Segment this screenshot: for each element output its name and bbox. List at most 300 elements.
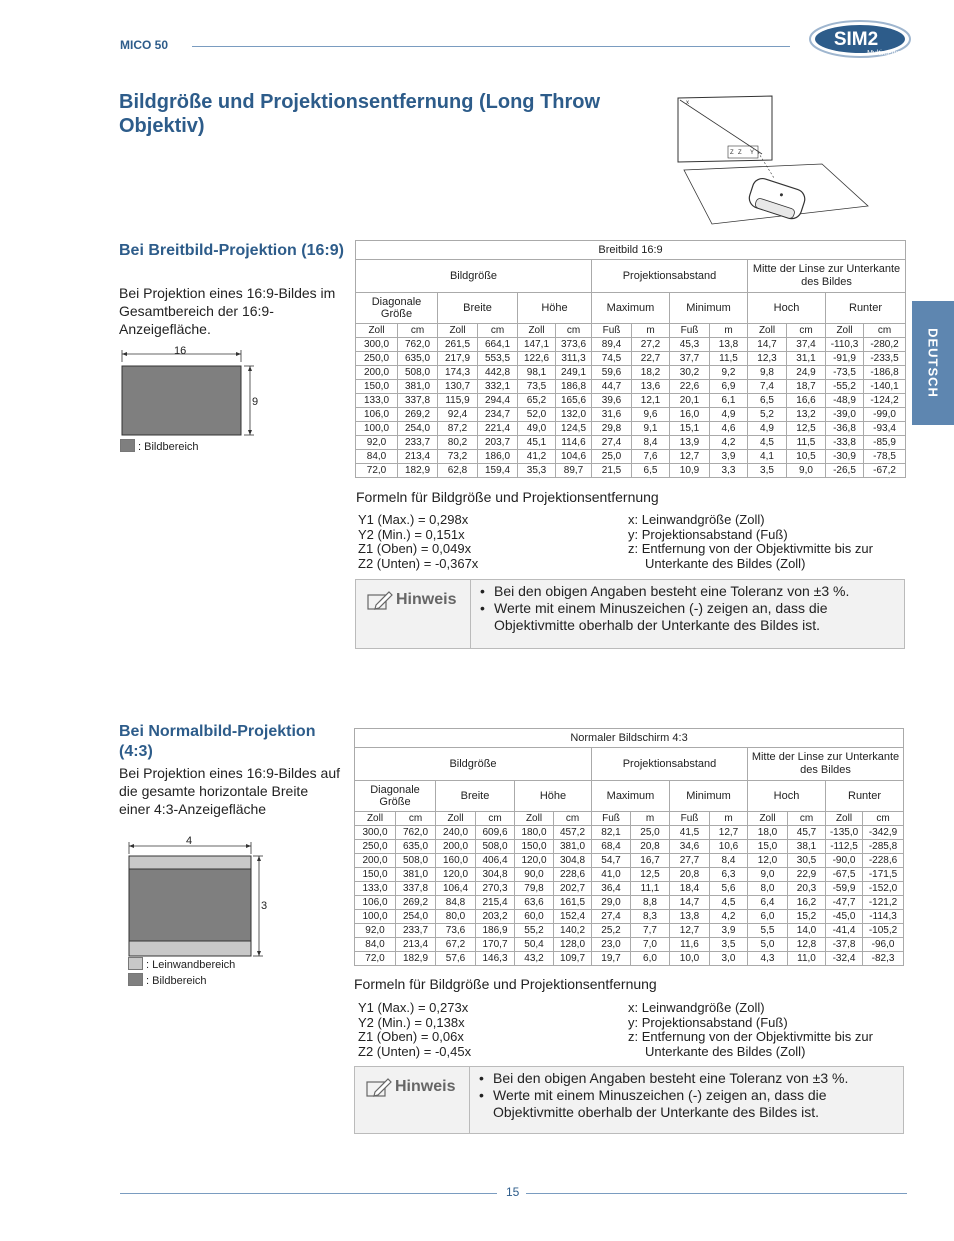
table-cell: 130,7: [438, 380, 478, 394]
table-cell: 9,2: [710, 366, 748, 380]
unit-cell: m: [710, 324, 748, 338]
table-cell: 87,2: [438, 422, 478, 436]
table-cell: 311,3: [556, 352, 592, 366]
table-cell: 67,2: [436, 938, 476, 952]
table-cell: 442,8: [478, 366, 518, 380]
table-cell: 213,4: [396, 938, 436, 952]
table-cell: 8,3: [631, 910, 670, 924]
table-cell: 18,0: [748, 826, 788, 840]
table-cell: 45,7: [788, 826, 826, 840]
table-cell: 84,8: [436, 896, 476, 910]
formula-line: Z2 (Unten) = -0,367x: [358, 555, 479, 571]
section2-formula-title: Formeln für Bildgröße und Projektionsentfernung: [354, 976, 657, 992]
table-row: [356, 352, 906, 366]
table-cell: -78,5: [864, 450, 906, 464]
table-cell: 381,0: [398, 380, 438, 394]
table-cell: 3,5: [748, 464, 787, 478]
table-cell: 104,6: [556, 450, 592, 464]
table-cell: 11,6: [670, 938, 710, 952]
table-cell: 63,6: [515, 896, 554, 910]
table-cell: -112,5: [826, 840, 863, 854]
sketch-label-x: x: [686, 100, 689, 106]
table-cell: 304,8: [554, 854, 592, 868]
table-cell: 84,0: [355, 938, 396, 952]
table-cell: 300,0: [356, 338, 398, 352]
sub-breite: Breite: [436, 781, 515, 812]
table-cell: 6,4: [748, 896, 788, 910]
section1-aspect-diagram: [118, 344, 268, 456]
table-row: [355, 896, 904, 910]
table-cell: -67,2: [864, 464, 906, 478]
unit-cell: cm: [398, 324, 438, 338]
table-cell: 72,0: [355, 952, 396, 966]
section1-note-box: [355, 579, 905, 649]
table-cell: -55,2: [826, 380, 864, 394]
table-cell: 10,9: [670, 464, 710, 478]
table-cell: 182,9: [396, 952, 436, 966]
table-cell: 762,0: [398, 338, 438, 352]
group-bildgroesse: Bildgröße: [356, 260, 592, 293]
table-cell: 270,3: [476, 882, 515, 896]
table-cell: 165,6: [556, 394, 592, 408]
table-cell: 12,0: [748, 854, 788, 868]
table-cell: 22,9: [788, 868, 826, 882]
table-cell: 29,8: [592, 422, 632, 436]
section1-formula-title: Formeln für Bildgröße und Projektionsentfernung: [356, 489, 659, 505]
table-cell: 9,0: [748, 868, 788, 882]
table-cell: 5,6: [710, 882, 748, 896]
table-cell: 21,5: [592, 464, 632, 478]
table-cell: 174,3: [438, 366, 478, 380]
table-cell: 6,9: [710, 380, 748, 394]
table-cell: 18,2: [632, 366, 670, 380]
table-cell: 7,6: [632, 450, 670, 464]
table-cell: 6,5: [632, 464, 670, 478]
table-cell: 16,7: [631, 854, 670, 868]
table-cell: 30,2: [670, 366, 710, 380]
table-cell: 36,4: [592, 882, 631, 896]
table-cell: 55,2: [515, 924, 554, 938]
table-cell: 54,7: [592, 854, 631, 868]
table-cell: 250,0: [355, 840, 396, 854]
unit-cell: Zoll: [355, 812, 396, 826]
unit-cell: Zoll: [826, 324, 864, 338]
table-cell: -91,9: [826, 352, 864, 366]
footer-rule-left: [120, 1193, 497, 1194]
table-cell: 80,0: [436, 910, 476, 924]
sub-minimum: Minimum: [670, 781, 748, 812]
table-unit-row: [355, 812, 904, 826]
table-cell: 261,5: [438, 338, 478, 352]
table-cell: 200,0: [356, 366, 398, 380]
table-cell: 8,4: [632, 436, 670, 450]
table-cell: 9,6: [632, 408, 670, 422]
note-label: Hinweis: [396, 591, 457, 608]
table-cell: 10,6: [710, 840, 748, 854]
table-cell: 114,6: [556, 436, 592, 450]
table-cell: 13,8: [670, 910, 710, 924]
table-cell: 217,9: [438, 352, 478, 366]
sub-hoehe: Höhe: [518, 293, 592, 324]
formula-line: Z1 (Oben) = 0,049x: [358, 541, 472, 556]
sub-hoch: Hoch: [748, 781, 826, 812]
note-label-cell: [355, 1067, 470, 1133]
note-label: Hinweis: [395, 1078, 456, 1095]
table-cell: 10,5: [787, 450, 826, 464]
table-cell: 12,5: [631, 868, 670, 882]
section2-description: Bei Projektion eines 16:9-Bildes auf die gesamte horizontale Breite einer 4:3-Anzeigefläche: [119, 765, 341, 817]
table-cell: 12,8: [788, 938, 826, 952]
legend-swatch-image: [120, 439, 135, 452]
formula-line: Y1 (Max.) = 0,273x: [358, 1000, 469, 1015]
table-cell: 13,2: [787, 408, 826, 422]
table-cell: -171,5: [863, 868, 904, 882]
table-cell: 22,7: [632, 352, 670, 366]
table-cell: -93,4: [864, 422, 906, 436]
table-cell: 92,0: [356, 436, 398, 450]
table-cell: 35,3: [518, 464, 556, 478]
table-cell: 39,6: [592, 394, 632, 408]
table-cell: 373,6: [556, 338, 592, 352]
table-cell: 508,0: [396, 854, 436, 868]
table-cell: 92,0: [355, 924, 396, 938]
sketch-label-y: Y: [750, 150, 755, 156]
table-row: [356, 380, 906, 394]
section1-height-label: 9: [252, 396, 259, 408]
sub-maximum: Maximum: [592, 293, 670, 324]
table-cell: -114,3: [863, 910, 904, 924]
table-cell: 73,6: [436, 924, 476, 938]
formula-line: Y1 (Max.) = 0,298x: [358, 512, 469, 527]
section1-width-label: 16: [174, 345, 187, 357]
formula-line: Z1 (Oben) = 0,06x: [358, 1029, 464, 1044]
table-cell: -39,0: [826, 408, 864, 422]
table-cell: 109,7: [554, 952, 592, 966]
table-cell: 4,5: [710, 896, 748, 910]
unit-cell: Zoll: [748, 324, 787, 338]
legend-label: : Bildbereich: [138, 441, 199, 453]
unit-cell: Zoll: [748, 812, 788, 826]
table-cell: 337,8: [398, 394, 438, 408]
table-cell: 22,6: [670, 380, 710, 394]
unit-cell: Zoll: [826, 812, 863, 826]
formula-line: z: Entfernung von der Objektivmitte bis zur: [628, 1029, 873, 1044]
table-cell: 84,0: [356, 450, 398, 464]
table-cell: 90,0: [515, 868, 554, 882]
table-cell: 4,2: [710, 910, 748, 924]
table-cell: 72,0: [356, 464, 398, 478]
table-cell: 4,9: [748, 422, 787, 436]
note-item: • Werte mit einem Minuszeichen (-) zeigen an, dass die Objektivmitte oberhalb der Unterkante des Bildes ist.: [477, 1087, 897, 1121]
table-cell: -48,9: [826, 394, 864, 408]
table-cell: 25,0: [631, 826, 670, 840]
pencil-icon: [366, 589, 394, 613]
table-cell: 15,0: [748, 840, 788, 854]
table-cell: 79,8: [515, 882, 554, 896]
table-cell: 12,1: [632, 394, 670, 408]
table-cell: 12,7: [710, 826, 748, 840]
table-cell: 38,1: [788, 840, 826, 854]
table-cell: 254,0: [396, 910, 436, 924]
table-cell: 150,0: [515, 840, 554, 854]
table-cell: 4,1: [748, 450, 787, 464]
table-cell: -47,7: [826, 896, 863, 910]
table-cell: 65,2: [518, 394, 556, 408]
table-cell: 24,9: [787, 366, 826, 380]
table-cell: 41,0: [592, 868, 631, 882]
table-cell: 234,7: [478, 408, 518, 422]
table-cell: 37,4: [787, 338, 826, 352]
table-cell: -342,9: [863, 826, 904, 840]
table-cell: 3,9: [710, 450, 748, 464]
note-item: • Bei den obigen Angaben besteht eine Toleranz von ±3 %.: [478, 583, 898, 600]
table-cell: 68,4: [592, 840, 631, 854]
table-caption: Normaler Bildschirm 4:3: [355, 729, 904, 748]
table-cell: 9,1: [632, 422, 670, 436]
table-cell: -36,8: [826, 422, 864, 436]
formula-line: Z2 (Unten) = -0,45x: [358, 1043, 472, 1059]
formula-line: z: Entfernung von der Objektivmitte bis zur: [628, 541, 873, 556]
table-cell: 269,2: [396, 896, 436, 910]
formula-line: x: Leinwandgröße (Zoll): [628, 1000, 765, 1015]
table-cell: 11,0: [788, 952, 826, 966]
table-cell: 170,7: [476, 938, 515, 952]
table-cell: 45,3: [670, 338, 710, 352]
table-cell: -110,3: [826, 338, 864, 352]
note-list: [478, 583, 898, 634]
group-linsenmitte: Mitte der Linse zur Unterkante des Bildes: [748, 748, 904, 781]
table-cell: 508,0: [398, 366, 438, 380]
table-row: [356, 408, 906, 422]
table-cell: 120,0: [436, 868, 476, 882]
unit-cell: Zoll: [515, 812, 554, 826]
table-cell: -186,8: [864, 366, 906, 380]
table-cell: 664,1: [478, 338, 518, 352]
note-label-cell: [356, 580, 471, 648]
table-cell: -41,4: [826, 924, 863, 938]
formula-line: x: Leinwandgröße (Zoll): [628, 512, 765, 527]
table-row: [355, 882, 904, 896]
table-cell: 8,0: [748, 882, 788, 896]
table-cell: 150,0: [356, 380, 398, 394]
unit-cell: cm: [787, 324, 826, 338]
table-cell: 337,8: [396, 882, 436, 896]
formula-line: Y2 (Min.) = 0,138x: [358, 1014, 465, 1030]
table-cell: 4,6: [710, 422, 748, 436]
table-cell: 7,7: [631, 924, 670, 938]
table-unit-row: [356, 324, 906, 338]
table-cell: 233,7: [396, 924, 436, 938]
table-cell: 122,6: [518, 352, 556, 366]
table-cell: 82,1: [592, 826, 631, 840]
table-cell: 27,4: [592, 910, 631, 924]
table-cell: 228,6: [554, 868, 592, 882]
table-cell: 25,0: [592, 450, 632, 464]
table-cell: 20,1: [670, 394, 710, 408]
table-cell: 161,5: [554, 896, 592, 910]
table-cell: 106,0: [355, 896, 396, 910]
table-cell: 15,2: [788, 910, 826, 924]
sub-runter: Runter: [826, 293, 906, 324]
unit-cell: m: [631, 812, 670, 826]
footer-rule-right: [526, 1193, 907, 1194]
table-cell: 12,7: [670, 450, 710, 464]
unit-cell: cm: [863, 812, 904, 826]
table-row: [355, 826, 904, 840]
table-cell: 3,5: [710, 938, 748, 952]
table-cell: 140,2: [554, 924, 592, 938]
table-cell: 9,0: [787, 464, 826, 478]
table-row: [355, 924, 904, 938]
table-cell: -135,0: [826, 826, 863, 840]
table-cell: 60,0: [515, 910, 554, 924]
table-cell: 150,0: [355, 868, 396, 882]
table-cell: 6,1: [710, 394, 748, 408]
table-cell: 381,0: [554, 840, 592, 854]
table-cell: 100,0: [356, 422, 398, 436]
unit-cell: Zoll: [438, 324, 478, 338]
formula-line: y: Projektionsabstand (Fuß): [628, 1014, 788, 1030]
projection-sketch: [672, 94, 912, 226]
table-cell: -99,0: [864, 408, 906, 422]
brand-logo: [808, 18, 912, 60]
table-cell: 635,0: [396, 840, 436, 854]
language-tab: [912, 301, 954, 425]
table-cell: 37,7: [670, 352, 710, 366]
table-row: [355, 868, 904, 882]
table-cell: 19,7: [592, 952, 631, 966]
table-cell: 200,0: [436, 840, 476, 854]
table-cell: 98,1: [518, 366, 556, 380]
table-cell: -32,4: [826, 952, 863, 966]
table-cell: 152,4: [554, 910, 592, 924]
section1-data-table: [355, 240, 906, 478]
table-cell: 133,0: [355, 882, 396, 896]
section2-data-table: [354, 728, 904, 966]
table-cell: 13,6: [632, 380, 670, 394]
note-list: [477, 1070, 897, 1121]
page-title: Bildgröße und Projektionsentfernung (Long Throw Objektiv): [119, 91, 601, 137]
table-cell: 12,3: [748, 352, 787, 366]
section1-legend-image: [120, 439, 199, 453]
table-cell: 133,0: [356, 394, 398, 408]
table-cell: 186,9: [476, 924, 515, 938]
table-cell: -26,5: [826, 464, 864, 478]
table-cell: 27,7: [670, 854, 710, 868]
table-cell: 300,0: [355, 826, 396, 840]
table-cell: 6,5: [748, 394, 787, 408]
table-cell: 635,0: [398, 352, 438, 366]
group-linsenmitte: Mitte der Linse zur Unterkante des Bildes: [748, 260, 906, 293]
table-cell: 4,9: [710, 408, 748, 422]
table-cell: 6,0: [748, 910, 788, 924]
table-cell: 73,2: [438, 450, 478, 464]
unit-cell: cm: [478, 324, 518, 338]
table-cell: 124,5: [556, 422, 592, 436]
table-cell: 15,1: [670, 422, 710, 436]
formula-line: Unterkante des Bildes (Zoll): [645, 1043, 806, 1059]
table-cell: 16,2: [788, 896, 826, 910]
table-cell: 57,6: [436, 952, 476, 966]
unit-cell: Fuß: [670, 324, 710, 338]
unit-cell: m: [632, 324, 670, 338]
table-cell: 18,4: [670, 882, 710, 896]
table-cell: 508,0: [476, 840, 515, 854]
table-cell: 14,0: [788, 924, 826, 938]
table-cell: 27,4: [592, 436, 632, 450]
table-cell: 10,0: [670, 952, 710, 966]
table-cell: -85,9: [864, 436, 906, 450]
table-cell: 6,0: [631, 952, 670, 966]
table-cell: 269,2: [398, 408, 438, 422]
table-row: [355, 938, 904, 952]
table-cell: 3,9: [710, 924, 748, 938]
table-cell: -233,5: [864, 352, 906, 366]
section2-note-box: [354, 1066, 904, 1134]
formula-line: y: Projektionsabstand (Fuß): [628, 526, 788, 542]
unit-cell: Zoll: [356, 324, 398, 338]
table-cell: 128,0: [554, 938, 592, 952]
table-cell: 304,8: [476, 868, 515, 882]
table-cell: 20,3: [788, 882, 826, 896]
table-cell: 762,0: [396, 826, 436, 840]
formula-line: Y2 (Min.) = 0,151x: [358, 526, 465, 542]
legend-label: : Bildbereich: [146, 975, 207, 987]
table-row: [355, 910, 904, 924]
table-cell: 41,5: [670, 826, 710, 840]
table-row: [356, 338, 906, 352]
group-bildgroesse: Bildgröße: [355, 748, 592, 781]
table-cell: 5,5: [748, 924, 788, 938]
unit-cell: cm: [554, 812, 592, 826]
table-cell: 13,8: [710, 338, 748, 352]
section1-heading: Bei Breitbild-Projektion (16:9): [119, 242, 344, 259]
unit-cell: Zoll: [518, 324, 556, 338]
table-cell: 14,7: [670, 896, 710, 910]
table-cell: -67,5: [826, 868, 863, 882]
table-cell: 186,8: [556, 380, 592, 394]
table-row: [355, 952, 904, 966]
group-projektionsabstand: Projektionsabstand: [592, 260, 748, 293]
table-cell: 213,4: [398, 450, 438, 464]
section2-height-label: 3: [261, 900, 268, 912]
table-cell: 7,4: [748, 380, 787, 394]
table-caption: Breitbild 16:9: [356, 241, 906, 260]
header-rule: [192, 46, 790, 47]
table-cell: -82,3: [863, 952, 904, 966]
table-cell: -121,2: [863, 896, 904, 910]
table-cell: -90,0: [826, 854, 863, 868]
table-cell: 41,2: [518, 450, 556, 464]
table-cell: 250,0: [356, 352, 398, 366]
table-cell: -152,0: [863, 882, 904, 896]
table-cell: 52,0: [518, 408, 556, 422]
table-cell: 11,5: [710, 352, 748, 366]
legend-swatch-screen: [128, 957, 143, 970]
unit-cell: Fuß: [592, 812, 631, 826]
table-cell: 115,9: [438, 394, 478, 408]
sketch-label-z2: Z: [738, 150, 742, 156]
table-row: [355, 840, 904, 854]
table-cell: 20,8: [631, 840, 670, 854]
table-cell: -33,8: [826, 436, 864, 450]
table-cell: 4,3: [748, 952, 788, 966]
table-cell: 44,7: [592, 380, 632, 394]
table-cell: 89,4: [592, 338, 632, 352]
table-cell: 12,7: [670, 924, 710, 938]
sub-runter: Runter: [826, 781, 904, 812]
table-row: [356, 394, 906, 408]
